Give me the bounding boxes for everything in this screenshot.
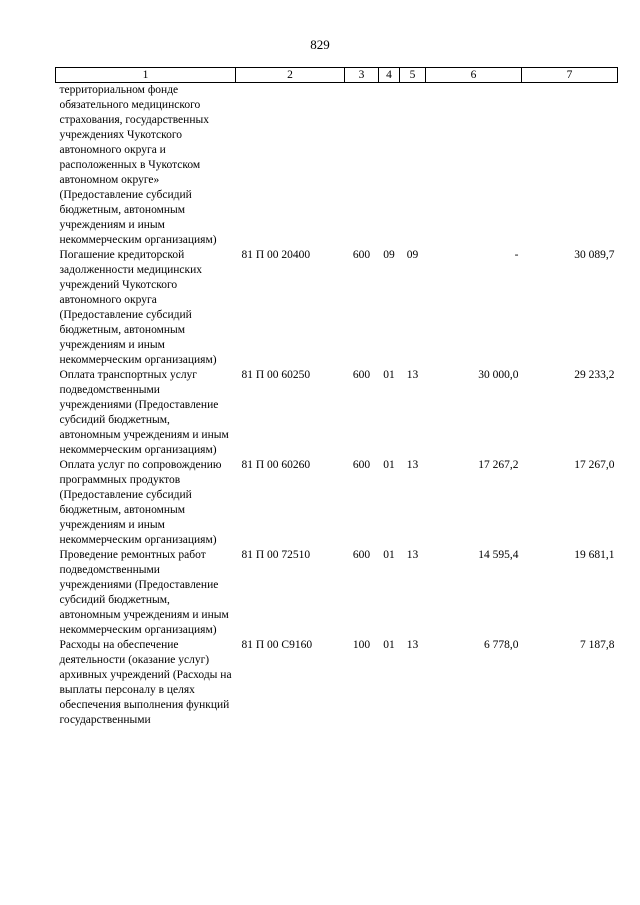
row-amount-2: [522, 83, 618, 249]
row-expense-type: [345, 83, 379, 249]
row-amount-2: 30 089,7: [574, 249, 615, 261]
table-row: [56, 638, 618, 728]
header-col-6: 6: [426, 68, 522, 83]
row-target-code: [236, 83, 345, 249]
row-subsection: 09: [406, 249, 419, 261]
row-subsection: 13: [406, 639, 419, 651]
table-header-row: [56, 68, 618, 83]
row-expense-type: 600: [352, 549, 371, 561]
row-description: Проведение ремонтных работ подведомственными учреждениями (Предоставление субсидий бюджетным, автономным учреждениям и иным некоммерческим организациям): [59, 549, 229, 636]
row-section: 01: [383, 639, 395, 651]
row-description: территориальном фонде обязательного медицинского страхования, государственных учреждениях Чукотского автономного округа и расположенных в Чукотском автономном округе» (Предоставление субсидий бюджетным, автономным учреждениям и иным некоммерческим организациям): [59, 84, 217, 246]
row-amount-1: 14 595,4: [478, 549, 519, 561]
row-expense-type: 600: [352, 369, 371, 381]
row-description: Погашение кредиторской задолженности медицинских учреждений Чукотского автономного округа (Предоставление субсидий бюджетным, автономным учреждениям и иным некоммерческим организациям): [59, 249, 217, 366]
row-amount-1: 6 778,0: [484, 639, 519, 651]
row-subsection: 13: [406, 459, 419, 471]
row-section: 01: [383, 549, 395, 561]
row-amount-2: 17 267,0: [574, 459, 615, 471]
row-description: Оплата услуг по сопровождению программных продуктов (Предоставление субсидий бюджетным, автономным учреждениям и иным некоммерческим организациям): [59, 459, 222, 546]
table-row: [56, 83, 618, 249]
table-row: [56, 248, 618, 368]
budget-table: [55, 67, 618, 728]
row-subsection: [400, 83, 426, 249]
row-expense-type: 100: [352, 639, 371, 651]
table-row: [56, 368, 618, 458]
row-target-code: 81 П 00 60260: [241, 459, 311, 471]
row-section: 09: [383, 249, 395, 261]
page-number: 829: [310, 37, 330, 52]
row-target-code: 81 П 00 С9160: [241, 639, 313, 651]
row-amount-2: 29 233,2: [574, 369, 615, 381]
row-amount-1: [426, 83, 522, 249]
row-section: 01: [383, 459, 395, 471]
row-amount-2: 19 681,1: [574, 549, 615, 561]
header-col-2: 2: [236, 68, 345, 83]
row-section: 01: [383, 369, 395, 381]
table-row: [56, 548, 618, 638]
header-col-7: 7: [522, 68, 618, 83]
row-amount-1: -: [514, 249, 519, 261]
row-expense-type: 600: [352, 249, 371, 261]
row-target-code: 81 П 00 60250: [241, 369, 311, 381]
header-col-3: 3: [345, 68, 379, 83]
table-row: [56, 458, 618, 548]
row-section: [379, 83, 400, 249]
row-expense-type: 600: [352, 459, 371, 471]
header-col-5: 5: [400, 68, 426, 83]
row-target-code: 81 П 00 72510: [241, 549, 311, 561]
row-description: Оплата транспортных услуг подведомственными учреждениями (Предоставление субсидий бюджетным, автономным учреждениям и иным некоммерческим организациям): [59, 369, 229, 456]
row-amount-2: 7 187,8: [580, 639, 615, 651]
row-description: Расходы на обеспечение деятельности (оказание услуг) архивных учреждений (Расходы на выплаты персоналу в целях обеспечения выполнения функций государственными: [59, 639, 232, 726]
header-col-1: 1: [56, 68, 236, 83]
row-amount-1: 17 267,2: [478, 459, 519, 471]
row-subsection: 13: [406, 369, 419, 381]
row-target-code: 81 П 00 20400: [241, 249, 311, 261]
header-col-4: 4: [379, 68, 400, 83]
row-subsection: 13: [406, 549, 419, 561]
row-amount-1: 30 000,0: [478, 369, 519, 381]
